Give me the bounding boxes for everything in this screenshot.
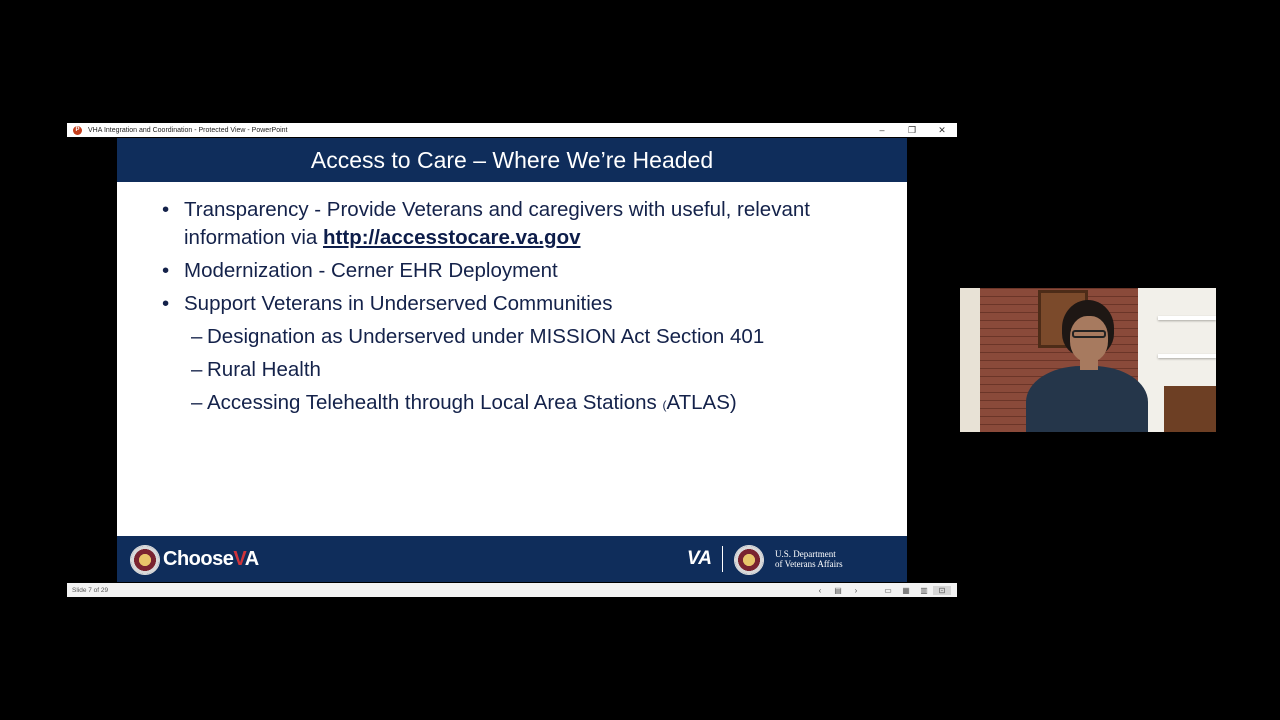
slide-menu-icon[interactable]: ▤ bbox=[834, 585, 842, 595]
slide-sorter-icon[interactable]: ▦ bbox=[902, 585, 910, 595]
sub-bullet-dash: – bbox=[191, 325, 203, 348]
status-bar bbox=[67, 583, 957, 597]
accesstocare-link[interactable]: http://accesstocare.va.gov bbox=[323, 226, 581, 249]
powerpoint-window bbox=[67, 123, 957, 597]
choose-word: Choose bbox=[163, 548, 234, 570]
slide-canvas bbox=[117, 138, 907, 582]
dept-line-2: of Veterans Affairs bbox=[775, 559, 843, 569]
slide-counter: Slide 7 of 29 bbox=[72, 586, 109, 594]
bullet-item bbox=[162, 257, 882, 285]
sub-bullet-item bbox=[191, 389, 882, 419]
sub-bullet-item bbox=[191, 323, 882, 351]
powerpoint-logo-icon: P bbox=[73, 126, 82, 135]
sub-bullet-dash: – bbox=[191, 358, 203, 381]
slide-footer bbox=[117, 536, 907, 582]
webcam-person-body bbox=[1026, 366, 1148, 432]
webcam-person-face bbox=[1070, 316, 1108, 362]
webcam-cabinet bbox=[1164, 386, 1216, 432]
bullet-item bbox=[162, 290, 882, 318]
department-name bbox=[775, 549, 843, 569]
bullet-dot: • bbox=[162, 259, 170, 282]
webcam-glasses bbox=[1072, 330, 1106, 338]
minimize-icon[interactable]: – bbox=[879, 125, 885, 135]
choose-va-v: V bbox=[233, 548, 245, 570]
footer-divider bbox=[722, 546, 723, 572]
slide-title: Access to Care – Where We’re Headed bbox=[117, 138, 907, 182]
bullet-text: Modernization - Cerner EHR Deployment bbox=[184, 259, 558, 282]
choose-va-logo bbox=[163, 548, 259, 571]
choose-va-a: A bbox=[244, 548, 259, 570]
close-icon[interactable]: ✕ bbox=[938, 124, 946, 135]
normal-view-icon[interactable]: ▭ bbox=[884, 585, 892, 595]
bullet-dot: • bbox=[162, 198, 170, 221]
sub-bullet-dash: – bbox=[191, 391, 203, 414]
dept-line-1: U.S. Department bbox=[775, 549, 836, 559]
sub-bullet-item bbox=[191, 356, 882, 384]
webcam-shelf bbox=[1158, 354, 1216, 358]
restore-icon[interactable]: ❐ bbox=[907, 124, 917, 135]
bullet-text: Support Veterans in Underserved Communities bbox=[184, 292, 613, 315]
sub-bullet-text: Rural Health bbox=[207, 358, 321, 381]
sub-bullet-text: Designation as Underserved under MISSION Act Section 401 bbox=[207, 325, 765, 348]
slideshow-icon[interactable]: ⊡ bbox=[933, 586, 951, 595]
va-wordmark: VA bbox=[687, 548, 712, 569]
previous-slide-icon[interactable]: ‹ bbox=[818, 585, 822, 595]
next-slide-icon[interactable]: › bbox=[854, 585, 858, 595]
webcam-video bbox=[960, 288, 1216, 432]
bullet-dot: • bbox=[162, 292, 170, 315]
sub-bullet-text: Accessing Telehealth through Local Area Stations bbox=[207, 391, 663, 414]
slide-content bbox=[162, 196, 882, 424]
window-title: VHA Integration and Coordination - Protected View - PowerPoint bbox=[88, 126, 288, 134]
paren-open: ( bbox=[662, 398, 667, 412]
reading-view-icon[interactable]: ▥ bbox=[920, 585, 928, 595]
bullet-item bbox=[162, 196, 882, 252]
va-seal-icon bbox=[130, 545, 160, 575]
va-seal-icon bbox=[734, 545, 764, 575]
title-bar bbox=[67, 123, 957, 137]
bullet-text: Transparency - Provide Veterans and caregivers with useful, relevant information via bbox=[184, 198, 810, 249]
webcam-shelf bbox=[1158, 316, 1216, 320]
webcam-wall-left bbox=[960, 288, 982, 432]
sub-bullet-tail: ATLAS) bbox=[666, 391, 737, 414]
